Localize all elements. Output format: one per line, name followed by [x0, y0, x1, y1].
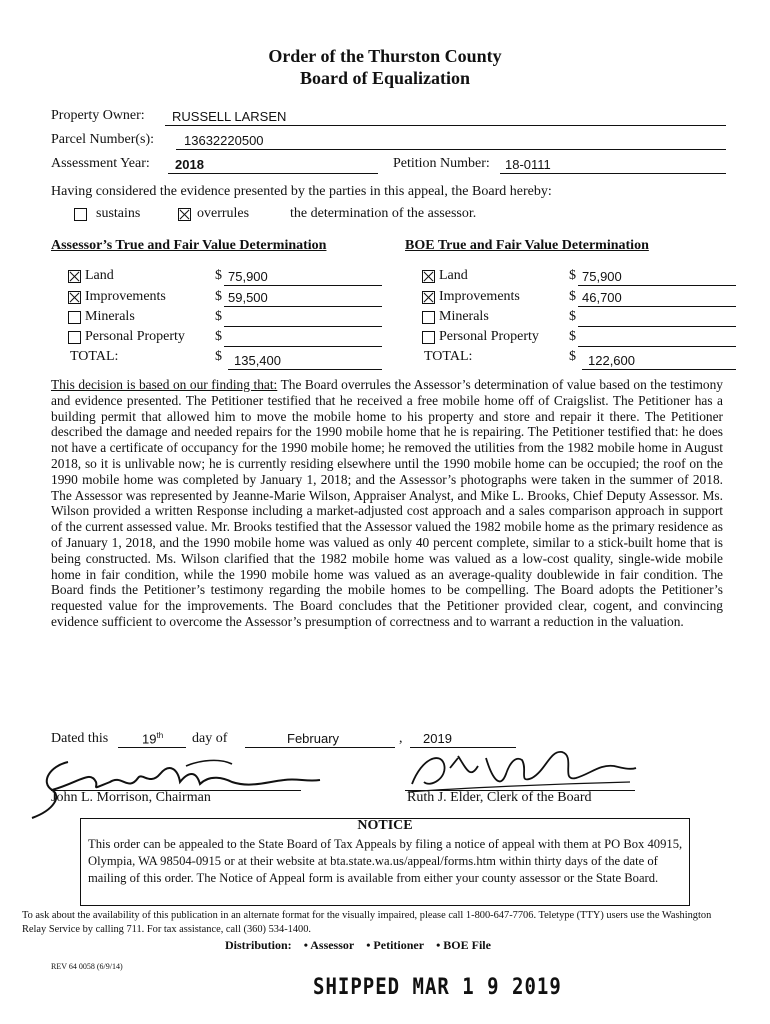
boe-total-underline [582, 369, 736, 370]
boe-land-checkbox[interactable] [422, 270, 435, 283]
boe-heading: BOE True and Fair Value Determination [405, 238, 649, 253]
dated-label: Dated this [51, 731, 109, 746]
boe-improvements-dollar: $ [569, 289, 576, 304]
assessor-land-dollar: $ [215, 268, 222, 283]
chairman-name: John L. Morrison, Chairman [51, 790, 211, 805]
boe-minerals-dollar: $ [569, 309, 576, 324]
dated-month: February [287, 731, 340, 746]
assessor-minerals-underline [224, 326, 382, 327]
property-owner-underline [165, 125, 726, 126]
page-subtitle: Board of Equalization [299, 68, 471, 88]
boe-improvements-label: Improvements [439, 289, 520, 304]
assessor-land-checkbox[interactable] [68, 270, 81, 283]
parcel-value: 13632220500 [184, 133, 264, 148]
dated-comma: , [399, 731, 403, 746]
shipped-stamp: SHIPPED MAR 1 9 2019 [313, 974, 562, 1000]
assessor-total-underline [228, 369, 382, 370]
finding-text: The Board overrules the Assessor’s determination of value based on the testimony and evidence presented. The Petitioner testified that he received a free mobile home off of Craigslist. The Petitioner has a building permit that allowed him to move the mobile home to his property and store and repair it there. The Petitioner described the damage and needed repairs for the 1990 mobile home that he is repairing. The Petitioner testified that: he does not have a certificate of occupancy for the 1990 mobile home; he removed the utilities from the 1982 mobile home in August 2018, so it is unlivable now; he is currently residing elsewhere until the 1990 mobile home can be occupied; the roof on the 1990 mobile home was completed by January 1, 2018; and the Assessor’s photographs were taken in the summer of 2018. The Assessor was represented by Jeanne-Marie Wilson, Appraiser Analyst, and Mike L. Brooks, Chief Deputy Assessor. Ms. Wilson provided a written Response including a market-adjusted cost approach and a sales comparison approach in support of the current assessed value. Mr. Brooks testified that the Assessor valued the 1982 mobile home as the primary residence as of January 1, 2018, and the 1990 mobile home was valued as only 40 percent complete, similar to a stick-built home that is being constructed. Ms. Wilson clarified that the 1982 mobile home was valued as a low-cost quality, single-wide mobile home in fair condition, while the 1990 mobile home was valued as an average-quality doublewide in fair condition. The Board finds the Petitioner’s testimony regarding the mobile homes to be compelling. The Board adopts the Petitioner’s requested value for the improvements. The Board concludes that the Petitioner provided clear, cogent, and convincing evidence sufficient to overcome the Assessor’s presumption of correctness and to warrant a reduction in the valuation. [51, 377, 723, 629]
assessor-improvements-value: 59,500 [228, 290, 268, 305]
dated-day [142, 731, 163, 746]
notice-text: This order can be appealed to the State Board of Tax Appeals by filing a notice of appeal with them at PO Box 40915, Olympia, WA 98504-0915 or at their website at bta.state.wa.us/appeal/forms.htm within thirty days of the date of mailing of this order. The Notice of Appeal form is available from either your county assessor or the State Board. [88, 837, 683, 886]
distribution-line [225, 938, 491, 953]
accessibility-note: To ask about the availability of this publication in an alternate format for the visually impaired, please call 1-800-647-7706. Teletype (TTY) users use the Washington Relay Service by calling 711. For tax assistance, call (360) 534-1400. [22, 910, 712, 935]
petition-number-label: Petition Number: [393, 156, 490, 171]
boe-land-label: Land [439, 268, 468, 283]
boe-land-dollar: $ [569, 268, 576, 283]
dated-day-of: day of [192, 731, 228, 746]
assessor-total-dollar: $ [215, 349, 222, 364]
assessor-personal-property-label: Personal Property [85, 329, 185, 344]
assessor-heading: Assessor’s True and Fair Value Determination [51, 238, 327, 253]
distribution-label: Distribution: [225, 938, 292, 952]
assessor-improvements-underline [224, 306, 382, 307]
assessor-personal-property-checkbox[interactable] [68, 331, 81, 344]
assessor-land-value: 75,900 [228, 269, 268, 284]
boe-minerals-underline [578, 326, 736, 327]
assessor-total-value: 135,400 [234, 353, 281, 368]
boe-total-value: 122,600 [588, 353, 635, 368]
boe-total-label: TOTAL: [424, 349, 473, 364]
chairman-signature [10, 752, 340, 822]
petition-number-underline [500, 173, 726, 174]
boe-minerals-checkbox[interactable] [422, 311, 435, 324]
notice-heading: NOTICE [357, 818, 413, 833]
boe-improvements-value: 46,700 [582, 290, 622, 305]
assessor-improvements-checkbox[interactable] [68, 291, 81, 304]
boe-improvements-underline [578, 306, 736, 307]
petition-number-value: 18-0111 [505, 157, 551, 172]
parcel-underline [176, 149, 726, 150]
sustains-checkbox[interactable] [74, 208, 87, 221]
page-title: Order of the Thurston County [268, 46, 502, 66]
clerk-name: Ruth J. Elder, Clerk of the Board [407, 790, 592, 805]
assessment-year-value: 2018 [175, 157, 204, 172]
form-id: REV 64 0058 (6/9/14) [51, 962, 123, 971]
boe-personal-property-checkbox[interactable] [422, 331, 435, 344]
distribution-petitioner: • Petitioner [366, 938, 425, 952]
assessor-land-label: Land [85, 268, 114, 283]
dated-year: 2019 [423, 731, 452, 746]
finding-lead: This decision is based on our finding that: [51, 377, 278, 392]
property-owner-value: RUSSELL LARSEN [172, 109, 287, 124]
distribution-assessor: • Assessor [303, 938, 355, 952]
overrules-label: overrules [197, 206, 250, 221]
assessor-total-label: TOTAL: [70, 349, 119, 364]
assessment-year-underline [168, 173, 378, 174]
decision-intro: Having considered the evidence presented by the parties in this appeal, the Board hereby: [51, 184, 552, 199]
assessor-minerals-dollar: $ [215, 309, 222, 324]
boe-personal-property-underline [578, 346, 736, 347]
assessor-minerals-label: Minerals [85, 309, 135, 324]
boe-land-value: 75,900 [582, 269, 622, 284]
boe-total-dollar: $ [569, 349, 576, 364]
finding-paragraph [51, 377, 723, 630]
assessor-personal-property-underline [224, 346, 382, 347]
assessor-personal-property-dollar: $ [215, 329, 222, 344]
property-owner-label: Property Owner: [51, 108, 145, 123]
boe-personal-property-label: Personal Property [439, 329, 539, 344]
boe-land-underline [578, 285, 736, 286]
distribution-boe-file: • BOE File [436, 938, 491, 952]
decision-tail: the determination of the assessor. [290, 206, 477, 221]
assessor-improvements-label: Improvements [85, 289, 166, 304]
assessor-minerals-checkbox[interactable] [68, 311, 81, 324]
dated-day-number: 19 [142, 731, 157, 747]
assessor-improvements-dollar: $ [215, 289, 222, 304]
assessment-year-label: Assessment Year: [51, 156, 150, 171]
dated-day-suffix: th [156, 731, 164, 740]
boe-minerals-label: Minerals [439, 309, 489, 324]
dated-day-underline [118, 747, 186, 748]
dated-month-underline [245, 747, 395, 748]
sustains-label: sustains [96, 206, 141, 221]
assessor-land-underline [224, 285, 382, 286]
boe-personal-property-dollar: $ [569, 329, 576, 344]
parcel-label: Parcel Number(s): [51, 132, 155, 147]
overrules-checkbox[interactable] [178, 208, 191, 221]
boe-improvements-checkbox[interactable] [422, 291, 435, 304]
